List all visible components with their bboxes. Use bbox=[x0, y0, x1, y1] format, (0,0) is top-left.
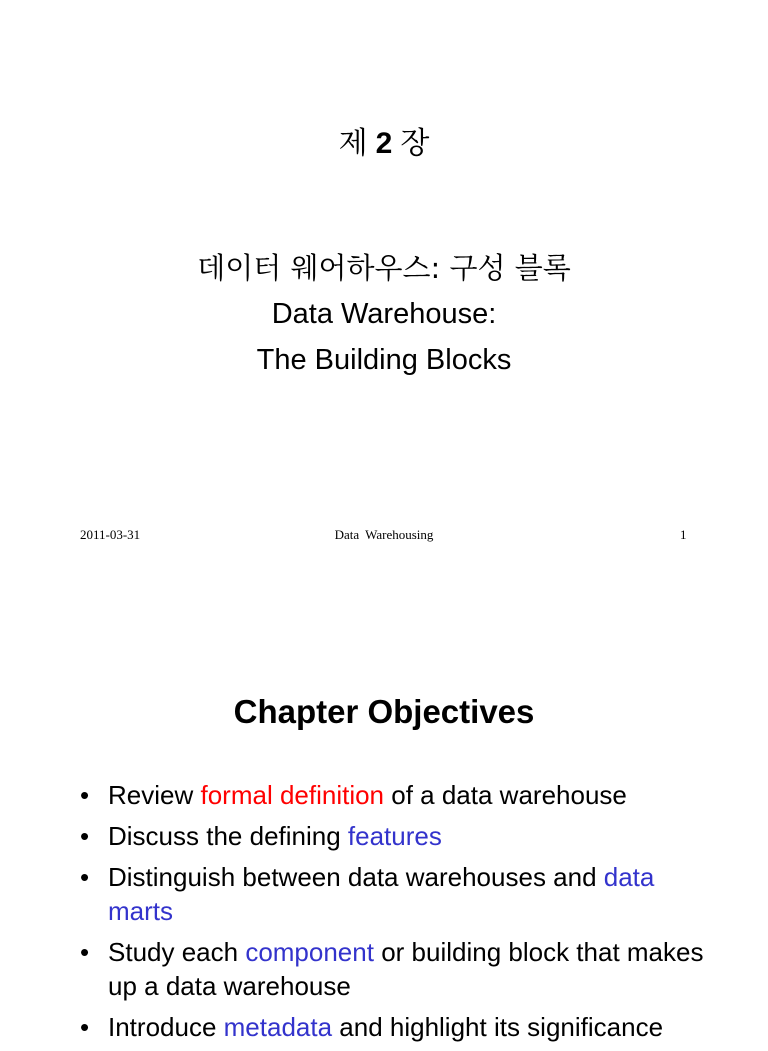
highlight-term: formal definition bbox=[200, 780, 385, 810]
list-item bbox=[80, 860, 720, 928]
list-item bbox=[80, 778, 720, 812]
highlight-term: component bbox=[245, 937, 374, 967]
bullet-text: Study each bbox=[108, 937, 246, 967]
bullet-icon: • bbox=[80, 937, 90, 967]
bullet-text: Discuss the defining bbox=[108, 821, 348, 851]
slide-title: Chapter Objectives bbox=[233, 693, 535, 730]
bullet-text: and highlight its significance bbox=[332, 1012, 664, 1042]
list-item bbox=[80, 819, 720, 853]
list-item bbox=[80, 935, 720, 1003]
highlight-term: data marts bbox=[108, 862, 655, 926]
chapter-prefix: 제 bbox=[338, 127, 368, 160]
chapter-suffix: 장 bbox=[400, 127, 430, 160]
title-line-2: The Building Blocks bbox=[256, 344, 512, 376]
footer-date: 2011-03-31 bbox=[80, 527, 141, 542]
chapter-heading bbox=[0, 122, 768, 166]
bullet-text: or building block that makes up a data warehouse bbox=[108, 937, 704, 1001]
highlight-term: metadata bbox=[223, 1012, 333, 1042]
bullet-text: of a data warehouse bbox=[384, 780, 627, 810]
title-line-1: Data Warehouse: bbox=[271, 298, 497, 330]
bullet-icon: • bbox=[80, 1012, 90, 1042]
chapter-number: 2 bbox=[375, 127, 393, 160]
title-korean: 데이터 웨어하우스: 구성 블록 bbox=[197, 251, 571, 285]
footer-title: Data Warehousing bbox=[334, 527, 434, 542]
bullet-icon: • bbox=[80, 821, 90, 851]
footer-page-number: 1 bbox=[680, 527, 687, 542]
objectives-slide bbox=[0, 570, 768, 1042]
highlight-term: features bbox=[347, 821, 442, 851]
bullet-text: Introduce bbox=[108, 1012, 224, 1042]
list-item bbox=[80, 1010, 720, 1044]
bullet-text: Distinguish between data warehouses and bbox=[108, 862, 604, 892]
objectives-list bbox=[80, 778, 720, 1051]
bullet-icon: • bbox=[80, 780, 90, 810]
bullet-text: Review bbox=[108, 780, 201, 810]
bullet-icon: • bbox=[80, 862, 90, 892]
